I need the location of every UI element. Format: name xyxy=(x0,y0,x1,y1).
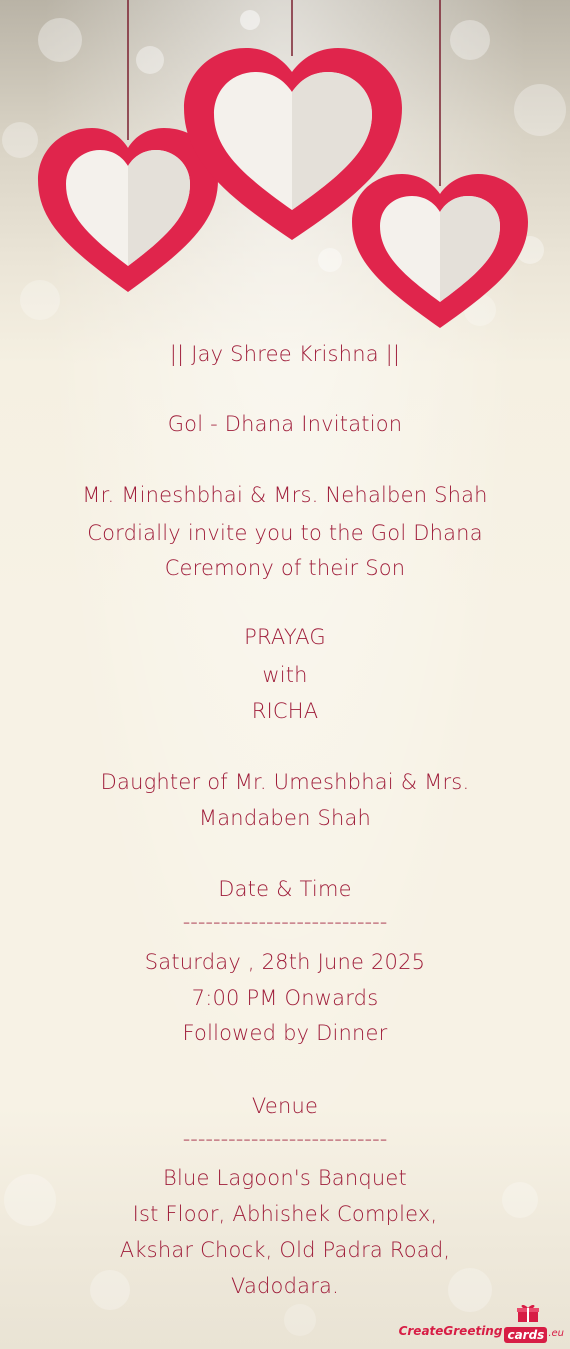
venue-divider: --------------------------- xyxy=(182,1127,388,1151)
venue-line-1: Blue Lagoon's Banquet xyxy=(163,1166,407,1190)
date-heading: Date & Time xyxy=(218,877,352,901)
event-date: Saturday , 28th June 2025 xyxy=(144,950,426,974)
invite-line-2: Ceremony of their Son xyxy=(164,556,406,580)
venue-line-3: Akshar Chock, Old Padra Road, xyxy=(119,1238,451,1262)
brand-suffix: .eu xyxy=(548,1328,564,1339)
venue-line-4: Vadodara. xyxy=(231,1274,339,1298)
venue-heading: Venue xyxy=(251,1094,319,1118)
bride-name: RICHA xyxy=(251,699,319,723)
hosts-line: Mr. Mineshbhai & Mrs. Nehalben Shah xyxy=(82,483,488,507)
brand-watermark[interactable] xyxy=(399,1309,564,1343)
brand-boxed-text: cards xyxy=(504,1327,547,1343)
date-divider: --------------------------- xyxy=(182,910,388,934)
invitation-title: Gol - Dhana Invitation xyxy=(167,412,403,436)
bride-parents-line-1: Daughter of Mr. Umeshbhai & Mrs. xyxy=(100,770,470,794)
bride-parents-line-2: Mandaben Shah xyxy=(198,806,372,830)
with-text: with xyxy=(262,663,308,687)
dinner-note: Followed by Dinner xyxy=(182,1021,388,1045)
hanging-hearts-icon xyxy=(0,0,570,330)
invite-line-1: Cordially invite you to the Gol Dhana xyxy=(87,521,483,545)
groom-name: PRAYAG xyxy=(244,625,326,649)
salutation: || Jay Shree Krishna || xyxy=(169,342,401,366)
event-time: 7:00 PM Onwards xyxy=(191,986,379,1010)
brand-name: CreateGreeting xyxy=(398,1324,503,1338)
venue-line-2: Ist Floor, Abhishek Complex, xyxy=(132,1202,438,1226)
